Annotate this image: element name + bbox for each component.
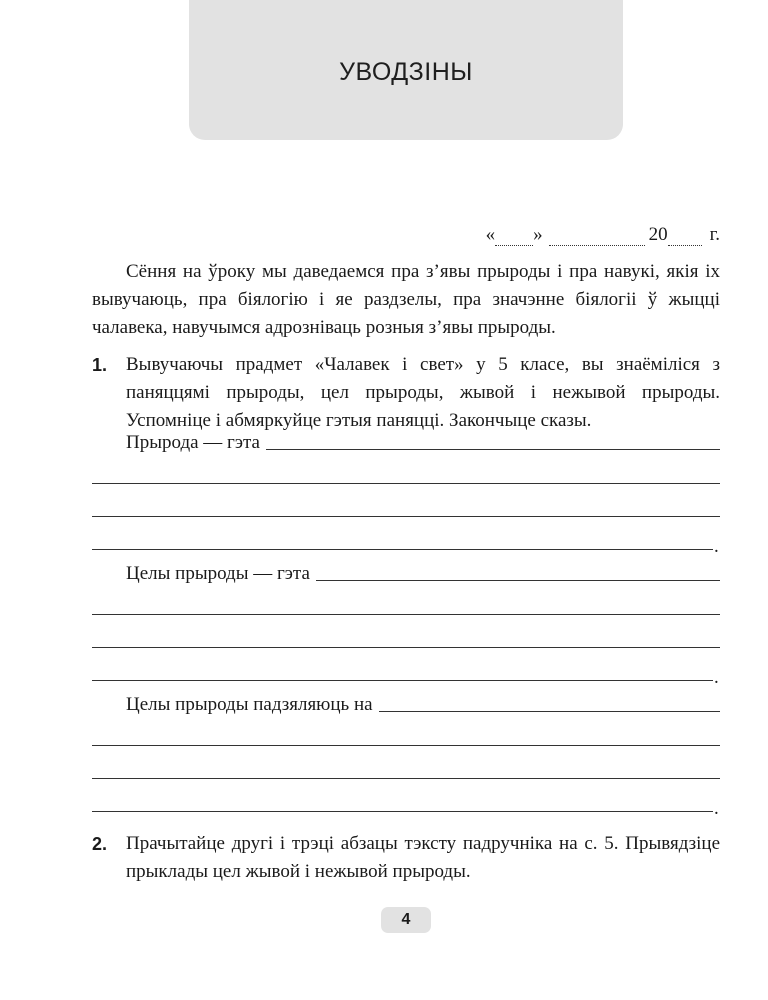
date-open-quote: « [485,224,496,245]
prompt-label: Целы прыроды падзяляюць на [126,694,373,715]
date-close-quote: » [533,224,543,245]
page-number: 4 [381,907,431,933]
intro-paragraph [92,258,720,342]
task-2 [92,830,720,886]
answer-line[interactable] [92,778,720,779]
answer-line[interactable] [92,483,720,484]
task-number: 2. [92,834,108,854]
task-text: Прачытайце другі і трэці абзацы тэксту падручніка на с. 5. Прывядзіце прыклады цел жывой і нежывой прыроды. [126,833,720,882]
prompt-nature [126,428,720,454]
answer-line[interactable] [92,811,713,812]
answer-line[interactable] [92,745,720,746]
date-line [486,224,720,246]
year-blank[interactable] [668,231,702,246]
answer-line[interactable] [92,647,720,648]
chapter-title: УВОДЗІНЫ [339,58,473,86]
intro-text: Сёння на ўроку мы даведаемся пра з’явы прыроды і пра навукі, якія іх вывучаюць, пра біялогію і яе раздзелы, пра значэнне біялогіі ў жыцці чалавека, навучымся адрозніваць розныя з’явы прыроды. [92,261,720,338]
task-number: 1. [92,355,108,375]
answer-line[interactable] [316,580,720,581]
task-1 [92,351,720,435]
prompt-bodies-divided [126,690,720,716]
prompt-label: Целы прыроды — гэта [126,563,310,584]
prompt-bodies [126,559,720,585]
answer-line[interactable] [379,711,720,712]
month-blank[interactable] [549,231,645,246]
answer-line[interactable] [92,549,713,550]
year-suffix: г. [709,224,720,245]
answer-line[interactable] [92,516,720,517]
answer-line[interactable] [92,680,713,681]
chapter-header-tab [189,0,623,140]
day-blank[interactable] [495,231,533,246]
prompt-label: Прырода — гэта [126,432,260,453]
year-prefix: 20 [648,224,668,245]
line-end-period: . [714,667,719,688]
line-end-period: . [714,798,719,819]
answer-line[interactable] [266,449,720,450]
line-end-period: . [714,536,719,557]
answer-line[interactable] [92,614,720,615]
task-text: Вывучаючы прадмет «Чалавек і свет» у 5 класе, вы знаёміліся з паняццямі прыроды, цел прыроды, жывой і нежывой прыроды. Успомніце і абмяркуйце гэтыя паняцці. Закончыце сказы. [126,354,720,431]
